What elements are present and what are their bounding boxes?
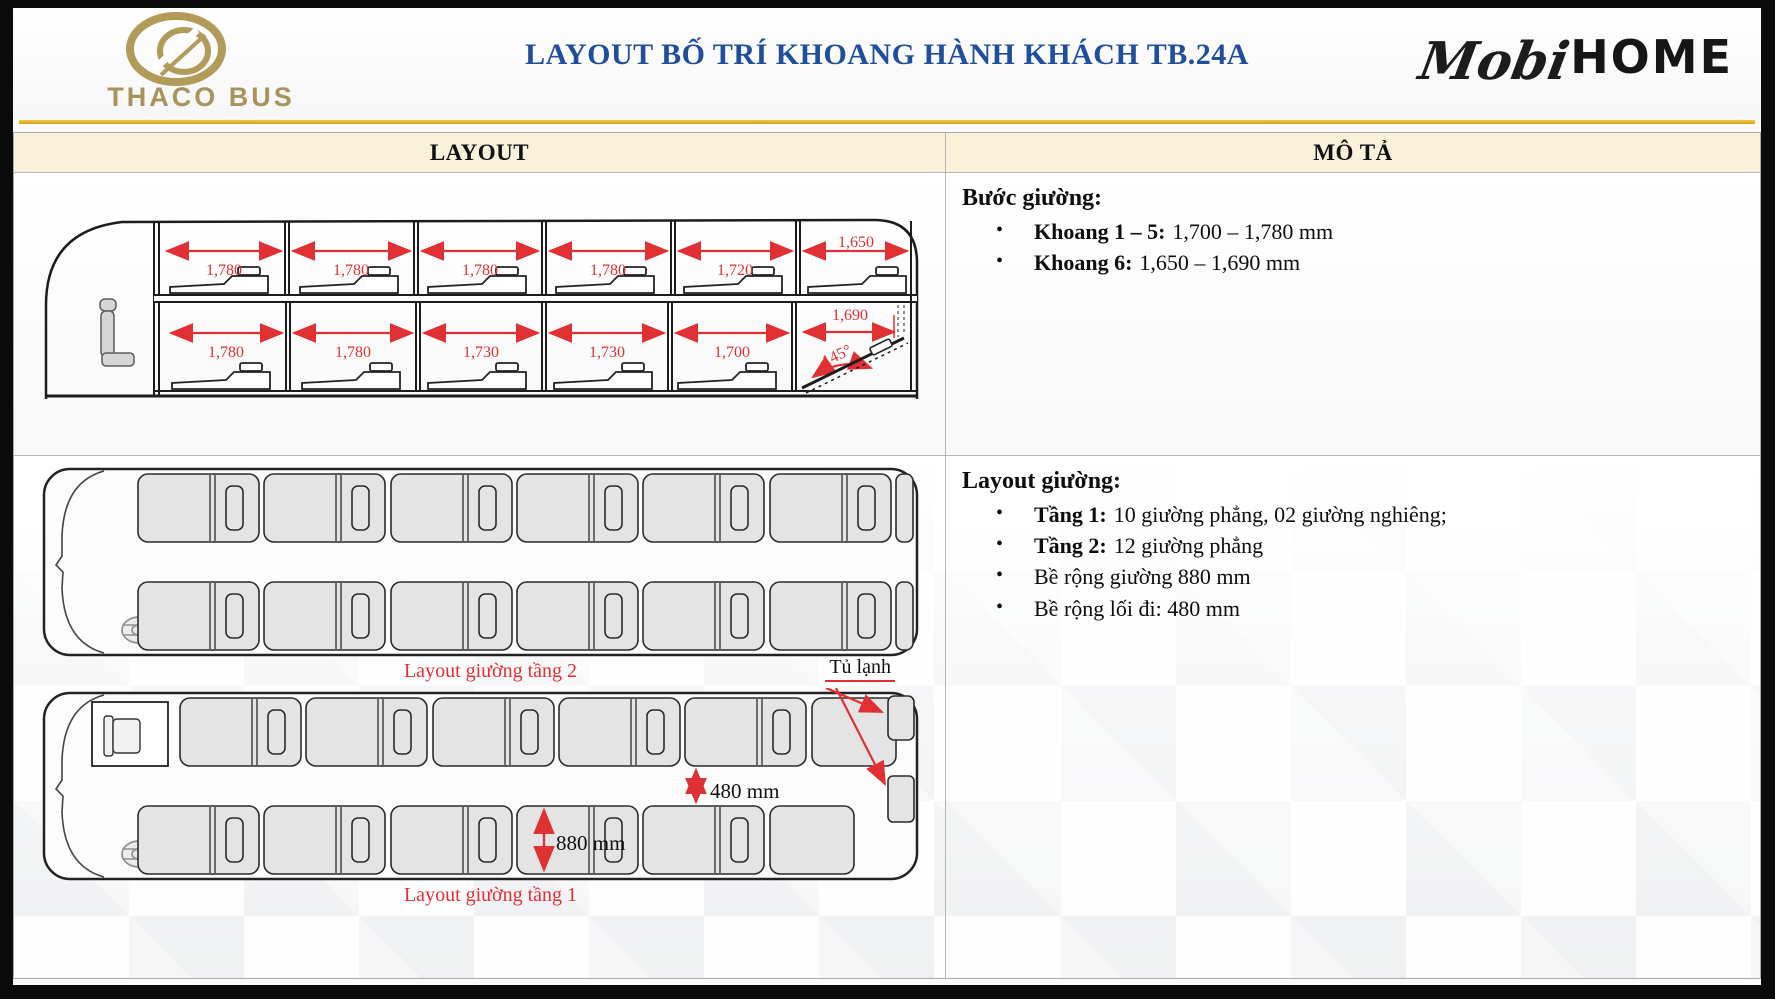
list-item [962,499,1744,530]
floor2-caption-row [38,656,943,688]
dim-label: 1,690 [832,307,868,324]
bullet-text: 12 giường phẳng [1113,533,1264,559]
list-item [962,561,1744,592]
desc2-heading: Layout giường: [962,468,1122,494]
column-header-mota: MÔ TẢ [946,133,1760,173]
floor1-caption: Layout giường tầng 1 [403,884,578,906]
lower-deck-dimensions [171,333,788,361]
floor-plans-cell [14,456,946,978]
desc1-list [962,216,1744,278]
dim-label: 1,730 [589,344,625,361]
page-title: LAYOUT BỐ TRÍ KHOANG HÀNH KHÁCH TB.24A [525,38,1249,71]
floor1-caption-row [38,884,943,912]
bullet-label: Khoang 1 – 5: [1034,219,1166,244]
floor1-beds-left-row [180,698,896,766]
bullet-text: 1,700 – 1,780 mm [1172,219,1334,244]
bullet-text: 10 giường phẳng, 02 giường nghiêng; [1113,502,1447,527]
rear-inclined-compartment [802,305,908,393]
desc2-list [962,499,1744,624]
angle-label: 145° [819,341,855,371]
gold-divider [19,120,1755,124]
side-view-cell [14,173,946,456]
mobihome-logo [1414,30,1733,92]
lower-deck-beds [172,363,776,389]
bullet-text: Bề rộng giường 880 mm [1034,564,1251,590]
bus-profile-outline [46,220,917,399]
floor-plans [14,456,943,912]
column-header-layout: LAYOUT [14,133,946,173]
inclined-bed-plan [812,698,896,766]
bullet-text: 1,650 – 1,690 mm [1139,250,1301,276]
slide-header [13,8,1761,120]
layout-giuong-description [946,456,1760,978]
floor2-caption: Layout giường tầng 2 [403,660,578,682]
list-item [962,216,1744,247]
bullet-label: Tầng 2: [1034,533,1107,559]
side-view-diagram [14,173,945,405]
slide [13,8,1761,985]
dim-label: 1,650 [838,234,874,251]
list-item [962,247,1744,278]
inclined-bed-plan [770,806,854,874]
floor2-beds-right-row [138,582,913,650]
fridge-label: Tủ lạnh [825,656,895,682]
list-item [962,593,1744,624]
list-item [962,530,1744,561]
dim-label: 1,720 [717,262,753,279]
bed-width-dim-label: 880 mm [556,831,626,855]
floor1-beds-right-row [138,806,854,874]
driver-seat-side-icon [100,299,134,366]
bullet-text: Bề rộng lối đi: 480 mm [1034,595,1240,621]
dim-label: 1,700 [714,344,750,361]
floor1-plan-diagram [38,688,943,884]
thaco-bus-wordmark: THACO BUS [107,82,295,112]
dim-label: 1,780 [333,262,369,279]
floor2-plan-diagram [38,464,943,660]
aisle-dim-label: 480 mm [710,779,780,803]
floor2-beds-left-row [138,474,913,542]
dim-label: 1,780 [335,344,371,361]
mobihome-script-text: Mobi [1414,31,1574,92]
dim-label: 1,780 [462,262,498,279]
desc1-heading: Bước giường: [962,185,1103,211]
dim-label: 1,730 [463,344,499,361]
buoc-giuong-description [946,173,1760,456]
dim-label: 1,780 [206,262,242,279]
dim-label: 1,780 [590,262,626,279]
driver-cabin-box [92,702,168,766]
bullet-label: Tầng 1: [1034,502,1107,527]
bullet-label: Khoang 6: [1034,250,1133,276]
dim-label: 1,780 [208,344,244,361]
layout-table [13,132,1761,979]
mobihome-block-text: HOME [1570,30,1733,84]
